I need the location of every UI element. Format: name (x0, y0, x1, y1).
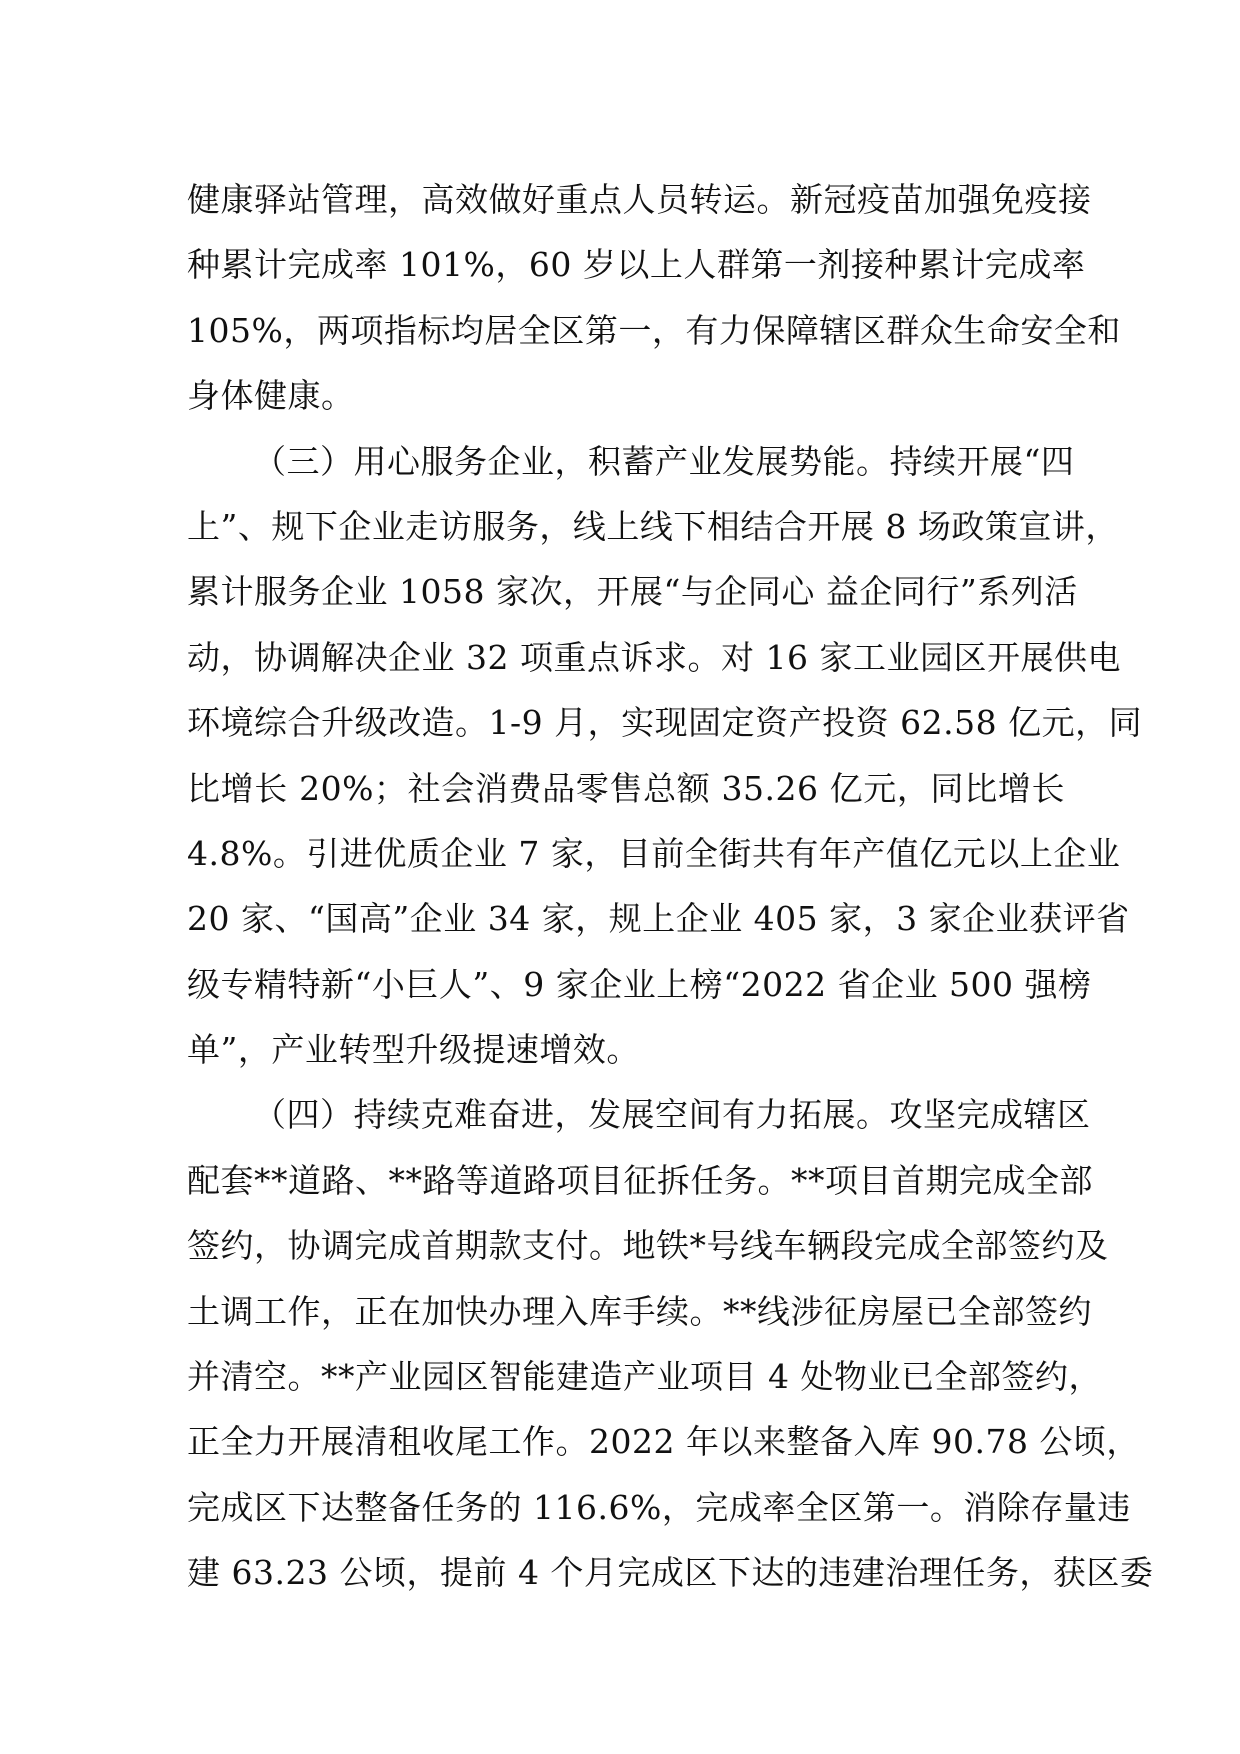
text-line: 身体健康。 (187, 376, 355, 416)
text-line: 动，协调解决企业 32 项重点诉求。对 16 家工业园区开展供电 (187, 637, 1121, 677)
text-line: 比增长 20%；社会消费品零售总额 35.26 亿元，同比增长 (187, 768, 1065, 808)
text-line: 正全力开展清租收尾工作。2022 年以来整备入库 90.78 公顷， (187, 1422, 1140, 1462)
text-line: 环境综合升级改造。1-9 月，实现固定资产投资 62.58 亿元，同 (187, 703, 1143, 743)
body-text (187, 167, 1154, 1606)
text-line: 4.8%。引进优质企业 7 家，目前全街共有年产值亿元以上企业 (187, 833, 1121, 873)
text-line: 累计服务企业 1058 家次，开展“与企同心 益企同行”系列活 (187, 572, 1078, 612)
text-line: 种累计完成率 101%，60 岁以上人群第一剂接种累计完成率 (187, 245, 1086, 285)
text-line: 20 家、“国高”企业 34 家，规上企业 405 家，3 家企业获评省 (187, 899, 1130, 939)
text-line: 级专精特新“小巨人”、9 家企业上榜“2022 省企业 500 强榜 (187, 964, 1092, 1004)
text-line: 完成区下达整备任务的 116.6%，完成率全区第一。消除存量违 (187, 1487, 1131, 1527)
text-line: 上”、规下企业走访服务，线上线下相结合开展 8 场政策宣讲， (187, 506, 1119, 546)
text-line: 健康驿站管理，高效做好重点人员转运。新冠疫苗加强免疫接 (187, 180, 1092, 219)
text-line: 签约，协调完成首期款支付。地铁*号线车辆段完成全部签约及 (187, 1226, 1109, 1266)
text-line: 并清空。**产业园区智能建造产业项目 4 处物业已全部签约， (187, 1357, 1102, 1397)
text-line: 建 63.23 公顷，提前 4 个月完成区下达的违建治理任务，获区委 (187, 1553, 1154, 1593)
section-heading-line: （四）持续克难奋进，发展空间有力拓展。攻坚完成辖区 (253, 1095, 1091, 1135)
text-line: 配套**道路、**路等道路项目征拆任务。**项目首期完成全部 (187, 1160, 1093, 1200)
text-line: 单”，产业转型升级提速增效。 (187, 1030, 640, 1070)
text-line: 土调工作，正在加快办理入库手续。**线涉征房屋已全部签约 (187, 1291, 1092, 1331)
section-heading-line: （三）用心服务企业，积蓄产业发展势能。持续开展“四 (253, 441, 1075, 481)
text-line: 105%，两项指标均居全区第一，有力保障辖区群众生命安全和 (187, 310, 1121, 350)
